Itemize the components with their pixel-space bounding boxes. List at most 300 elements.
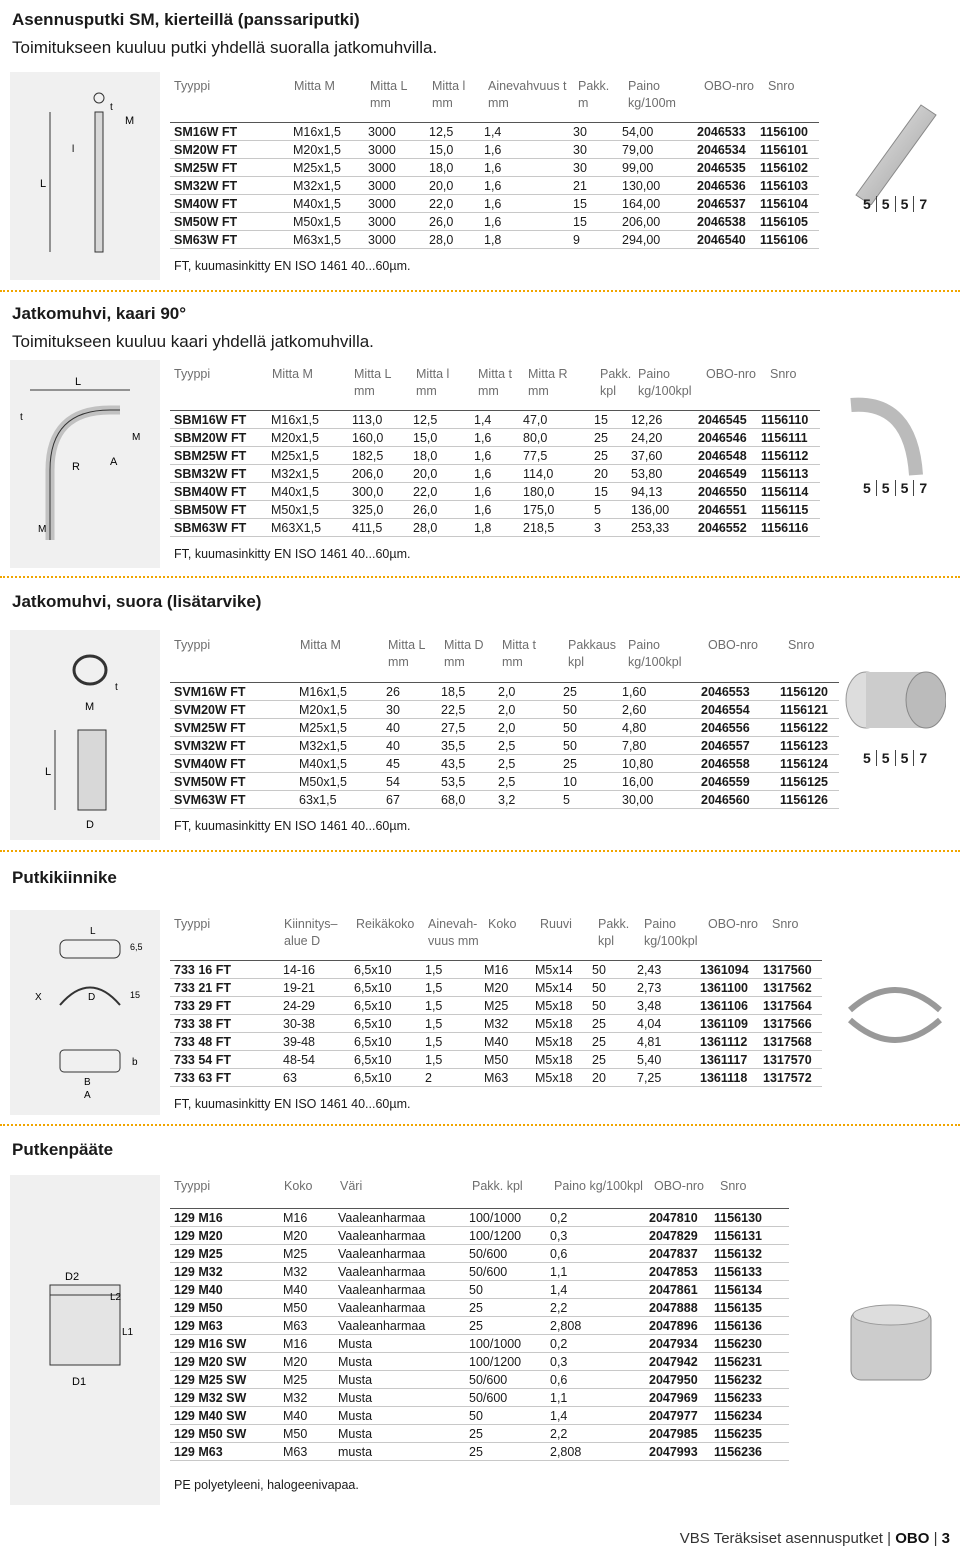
column-header-line1: Tyyppi (174, 638, 211, 652)
table-cell: SM63W FT (170, 231, 289, 249)
table-cell: 12,5 (409, 411, 470, 429)
table-cell: SBM63W FT (170, 519, 267, 537)
table-cell: 129 M40 SW (170, 1407, 279, 1425)
column-header-line2: mm (488, 96, 509, 110)
table-cell: Musta (334, 1425, 465, 1443)
table-cell: M40 (480, 1033, 531, 1051)
table-cell: 3 (590, 519, 627, 537)
table-cell: 136,00 (627, 501, 694, 519)
column-header (708, 637, 758, 654)
column-header (598, 916, 629, 950)
table-cell: 14-16 (279, 961, 350, 979)
column-header-line1: Mitta L (370, 79, 408, 93)
column-header-line2: mm (478, 384, 499, 398)
table-row (170, 683, 839, 701)
table-cell: 9 (569, 231, 618, 249)
table-cell: 1156104 (756, 195, 819, 213)
table-cell: M25x1,5 (267, 447, 348, 465)
table-cell: 1,5 (421, 1015, 480, 1033)
column-header-line1: Ainevahvuus t (488, 79, 567, 93)
table-cell: 50 (559, 737, 618, 755)
table-cell: M5x18 (531, 1033, 588, 1051)
column-header (284, 916, 338, 950)
column-header (554, 1178, 643, 1195)
table-cell: 325,0 (348, 501, 409, 519)
table-cell: 1156235 (710, 1425, 789, 1443)
column-header-line1: Paino kg/100kpl (554, 1179, 643, 1193)
table-cell: 2047829 (645, 1227, 710, 1245)
table-cell: 1317568 (759, 1033, 822, 1051)
table-row (170, 1299, 789, 1317)
svg-text:6,5: 6,5 (130, 942, 143, 952)
section-divider (0, 290, 960, 292)
table-row (170, 1425, 789, 1443)
column-header (600, 366, 631, 400)
column-header-line1: Mitta L (354, 367, 392, 381)
svg-text:M: M (132, 432, 141, 443)
svg-text:b: b (132, 1057, 138, 1068)
table-cell: 1361094 (696, 961, 759, 979)
column-header-line2: m (578, 96, 589, 110)
table-cell: 100/1200 (465, 1353, 546, 1371)
table-cell: 1,8 (480, 231, 569, 249)
table-cell: SVM20W FT (170, 701, 295, 719)
table-cell: 114,0 (519, 465, 590, 483)
table-cell: M20 (279, 1353, 334, 1371)
column-header (444, 637, 484, 671)
table-cell: 129 M63 (170, 1317, 279, 1335)
table-row (170, 701, 839, 719)
column-header (770, 366, 796, 383)
table-row (170, 519, 820, 537)
table-cell: 25 (559, 683, 618, 701)
table-cell: 2046554 (697, 701, 776, 719)
table-cell: 1156116 (757, 519, 820, 537)
table-cell: 53,5 (437, 773, 494, 791)
table-cell: 25 (590, 429, 627, 447)
table-cell: 67 (382, 791, 437, 809)
table-cell: 50 (465, 1281, 546, 1299)
table-cell: Vaaleanharmaa (334, 1263, 465, 1281)
table-cell: 35,5 (437, 737, 494, 755)
table-row (170, 1335, 789, 1353)
table-cell: 12,26 (627, 411, 694, 429)
code-digit: 7 (919, 750, 928, 766)
column-header (174, 366, 210, 383)
table-cell: 39-48 (279, 1033, 350, 1051)
table-cell: 2046548 (694, 447, 757, 465)
section-note: FT, kuumasinkitty EN ISO 1461 40...60µm. (174, 819, 411, 833)
footer-title: VBS Teräksiset asennusputket (679, 1530, 883, 1547)
table-cell: 63x1,5 (295, 791, 382, 809)
table-cell: 1156121 (776, 701, 839, 719)
table-cell: 0,3 (546, 1353, 645, 1371)
table-row (170, 1209, 789, 1227)
table-row (170, 213, 819, 231)
table-cell: M5x18 (531, 1051, 588, 1069)
table-row (170, 159, 819, 177)
table-cell: 733 54 FT (170, 1051, 279, 1069)
table-cell: 28,0 (409, 519, 470, 537)
table-cell: 6,5x10 (350, 1015, 421, 1033)
table-cell: M16x1,5 (267, 411, 348, 429)
column-header-line1: Tyyppi (174, 917, 211, 931)
table-cell: M20 (279, 1227, 334, 1245)
table-row (170, 755, 839, 773)
table-cell: 1,5 (421, 961, 480, 979)
page-footer: VBS Teräksiset asennusputket | OBO | 3 (679, 1530, 950, 1547)
table-cell: 2,5 (494, 773, 559, 791)
table-cell: 1156232 (710, 1371, 789, 1389)
section-divider (0, 850, 960, 852)
table-cell: 1,1 (546, 1263, 645, 1281)
table-row (170, 1371, 789, 1389)
table-cell: 129 M20 SW (170, 1353, 279, 1371)
column-header (428, 916, 479, 950)
table-cell: 0,2 (546, 1335, 645, 1353)
table-cell: 99,00 (618, 159, 693, 177)
table-cell: 2046540 (693, 231, 756, 249)
column-header (644, 916, 698, 950)
table-cell: 12,5 (425, 123, 480, 141)
table-cell: M5x18 (531, 997, 588, 1015)
table-cell: 2,5 (494, 737, 559, 755)
table-cell: 1,6 (470, 465, 519, 483)
table-cell: 7,25 (633, 1069, 696, 1087)
table-cell: M25 (480, 997, 531, 1015)
column-header-line1: OBO-nro (708, 638, 759, 652)
table-cell: 1,5 (421, 997, 480, 1015)
table-cell: 1156230 (710, 1335, 789, 1353)
table-cell: 15,0 (425, 141, 480, 159)
table-cell: 27,5 (437, 719, 494, 737)
table-cell: 5,40 (633, 1051, 696, 1069)
table-cell: 6,5x10 (350, 997, 421, 1015)
table-cell: 30,00 (618, 791, 697, 809)
table-cell: 1156132 (710, 1245, 789, 1263)
table-cell: 100/1200 (465, 1227, 546, 1245)
table-cell: Vaaleanharmaa (334, 1227, 465, 1245)
column-header-line1: Paino (644, 917, 676, 931)
technical-drawing (10, 72, 160, 280)
table-cell: 40 (382, 737, 437, 755)
column-header (772, 916, 798, 933)
table-row (170, 961, 822, 979)
table-cell: 294,00 (618, 231, 693, 249)
table-cell: 2047934 (645, 1335, 710, 1353)
table-cell: Vaaleanharmaa (334, 1299, 465, 1317)
table-cell: SM50W FT (170, 213, 289, 231)
table-cell: 1317562 (759, 979, 822, 997)
code-digit: 5 (858, 750, 877, 766)
table-row (170, 483, 820, 501)
table-cell: 20,0 (425, 177, 480, 195)
table-cell: 22,5 (437, 701, 494, 719)
table-row (170, 1353, 789, 1371)
table-cell: 411,5 (348, 519, 409, 537)
table-row (170, 1015, 822, 1033)
column-header (706, 366, 756, 383)
svg-text:R: R (72, 461, 80, 473)
table-cell: 19-21 (279, 979, 350, 997)
table-cell: 2,43 (633, 961, 696, 979)
table-cell: 160,0 (348, 429, 409, 447)
section-subtitle: Toimitukseen kuuluu putki yhdellä suoralla jatkomuhvilla. (12, 38, 438, 57)
table-cell: 129 M50 SW (170, 1425, 279, 1443)
table-cell: 26 (382, 683, 437, 701)
svg-text:M: M (38, 524, 47, 535)
table-cell: 2047985 (645, 1425, 710, 1443)
svg-text:L: L (90, 926, 96, 937)
svg-text:A: A (110, 456, 118, 468)
table-cell: 253,33 (627, 519, 694, 537)
table-cell: 100/1000 (465, 1209, 546, 1227)
table-cell: 1156125 (776, 773, 839, 791)
table-cell: 3,48 (633, 997, 696, 1015)
column-header-line1: Tyyppi (174, 79, 211, 93)
svg-text:L: L (75, 376, 82, 388)
table-cell: 175,0 (519, 501, 590, 519)
table-cell: Musta (334, 1335, 465, 1353)
table-cell: M20 (480, 979, 531, 997)
table-cell: 1156110 (757, 411, 820, 429)
table-cell: 50 (559, 701, 618, 719)
table-cell: 28,0 (425, 231, 480, 249)
code-digit: 7 (919, 196, 928, 212)
table-cell: 25 (559, 755, 618, 773)
table-cell: Musta (334, 1407, 465, 1425)
table-cell: 2,808 (546, 1443, 645, 1461)
table-cell: M20x1,5 (295, 701, 382, 719)
table-cell: 2047977 (645, 1407, 710, 1425)
code-digit: 5 (896, 750, 915, 766)
column-header-line1: Väri (340, 1179, 363, 1193)
table-cell: SVM16W FT (170, 683, 295, 701)
table-cell: 1,6 (480, 159, 569, 177)
technical-drawing (10, 1175, 160, 1505)
table-cell: 6,5x10 (350, 1033, 421, 1051)
table-cell: 2046551 (694, 501, 757, 519)
column-header-line2: vuus mm (428, 934, 479, 948)
column-header (370, 78, 408, 112)
section-divider (0, 1124, 960, 1126)
table-cell: 1,8 (470, 519, 519, 537)
table-cell: 25 (465, 1443, 546, 1461)
column-header-line1: Mitta l (432, 79, 466, 93)
table-cell: 30 (569, 123, 618, 141)
table-row (170, 429, 820, 447)
table-cell: SM25W FT (170, 159, 289, 177)
column-header-line2: mm (528, 384, 549, 398)
technical-drawing (10, 360, 160, 568)
table-cell: 26,0 (425, 213, 480, 231)
section-note: FT, kuumasinkitty EN ISO 1461 40...60µm. (174, 259, 411, 273)
table-cell: 733 48 FT (170, 1033, 279, 1051)
column-header-line2: mm (444, 655, 465, 669)
table-cell: 2046550 (694, 483, 757, 501)
column-header-line2: mm (432, 96, 453, 110)
svg-text:15: 15 (130, 990, 141, 1000)
code-digit: 5 (877, 196, 896, 212)
table-cell: 24,20 (627, 429, 694, 447)
table-cell: 129 M32 SW (170, 1389, 279, 1407)
table-row (170, 773, 839, 791)
table-cell: 2047993 (645, 1443, 710, 1461)
table-cell: 1156122 (776, 719, 839, 737)
table-cell: M20x1,5 (267, 429, 348, 447)
column-header-line1: Snro (768, 79, 795, 93)
column-header-line1: Paino (638, 367, 670, 381)
svg-text:D1: D1 (72, 1376, 87, 1388)
table-cell: 2046560 (697, 791, 776, 809)
table-cell: SBM25W FT (170, 447, 267, 465)
table-cell: 129 M16 SW (170, 1335, 279, 1353)
product-table (170, 960, 822, 1087)
column-header-line2: mm (388, 655, 409, 669)
column-header-line1: Koko (284, 1179, 313, 1193)
table-cell: 1317566 (759, 1015, 822, 1033)
table-cell: 1,6 (480, 177, 569, 195)
table-cell: M63 (279, 1317, 334, 1335)
svg-text:l: l (72, 144, 75, 155)
table-row (170, 1069, 822, 1087)
column-header (388, 637, 426, 671)
column-header-line2: kg/100kpl (628, 655, 682, 669)
table-cell: 2047837 (645, 1245, 710, 1263)
table-cell: M25x1,5 (289, 159, 364, 177)
technical-drawing (10, 630, 160, 840)
svg-text:A: A (84, 1090, 91, 1101)
svg-text:t: t (20, 412, 23, 423)
table-row (170, 501, 820, 519)
table-cell: M50 (279, 1425, 334, 1443)
table-cell: 1,6 (480, 141, 569, 159)
column-header (578, 78, 609, 112)
column-header (294, 78, 335, 95)
table-cell: M25 (279, 1371, 334, 1389)
table-cell: 15 (590, 483, 627, 501)
column-header-line1: Mitta L (388, 638, 426, 652)
table-cell: 54 (382, 773, 437, 791)
table-cell: 182,5 (348, 447, 409, 465)
table-cell: 77,5 (519, 447, 590, 465)
product-photo (836, 1300, 946, 1395)
table-cell: Musta (334, 1353, 465, 1371)
table-cell: 206,0 (348, 465, 409, 483)
table-cell: 3000 (364, 231, 425, 249)
product-table (170, 1208, 789, 1461)
column-header-line1: Koko (488, 917, 517, 931)
table-cell: 1,5 (421, 979, 480, 997)
table-cell: 6,5x10 (350, 1051, 421, 1069)
table-cell: 25 (588, 1051, 633, 1069)
table-cell: SVM63W FT (170, 791, 295, 809)
table-cell: 1,6 (480, 213, 569, 231)
column-header-line1: OBO-nro (708, 917, 759, 931)
column-header-line1: Snro (770, 367, 797, 381)
column-header-line1: OBO-nro (706, 367, 757, 381)
table-cell: M63 (480, 1069, 531, 1087)
column-header (478, 366, 512, 400)
table-cell: 50 (588, 979, 633, 997)
table-cell: 80,0 (519, 429, 590, 447)
table-cell: 50/600 (465, 1371, 546, 1389)
column-header-line2: mm (354, 384, 375, 398)
table-cell: 50 (465, 1407, 546, 1425)
table-cell: M32 (279, 1263, 334, 1281)
table-row (170, 465, 820, 483)
table-cell: 1361112 (696, 1033, 759, 1051)
column-header-line1: Pakk. (578, 79, 610, 93)
table-cell: SBM40W FT (170, 483, 267, 501)
table-cell: SBM16W FT (170, 411, 267, 429)
table-cell: 0,2 (546, 1209, 645, 1227)
svg-text:D2: D2 (65, 1271, 80, 1283)
column-header (628, 637, 682, 671)
column-header-line1: Ruuvi (540, 917, 572, 931)
table-cell: 48-54 (279, 1051, 350, 1069)
table-row (170, 719, 839, 737)
table-cell: 50/600 (465, 1263, 546, 1281)
table-row (170, 195, 819, 213)
table-cell: 164,00 (618, 195, 693, 213)
table-cell: 1156234 (710, 1407, 789, 1425)
table-cell: 16,00 (618, 773, 697, 791)
table-cell: 2046537 (693, 195, 756, 213)
table-cell: 43,5 (437, 755, 494, 773)
table-cell: 1,5 (421, 1051, 480, 1069)
product-photo (836, 660, 946, 785)
table-row (170, 1245, 789, 1263)
table-cell: M20x1,5 (289, 141, 364, 159)
table-cell: SM32W FT (170, 177, 289, 195)
table-row (170, 1443, 789, 1461)
table-cell: M32x1,5 (267, 465, 348, 483)
table-cell: Vaaleanharmaa (334, 1281, 465, 1299)
table-cell: 1,6 (480, 195, 569, 213)
table-cell: 2046552 (694, 519, 757, 537)
table-cell: 3000 (364, 195, 425, 213)
table-cell: Vaaleanharmaa (334, 1317, 465, 1335)
column-header-line1: Ainevah- (428, 917, 478, 931)
footer-brand: OBO (895, 1530, 930, 1547)
table-cell: M5x14 (531, 979, 588, 997)
table-cell: 1156123 (776, 737, 839, 755)
table-cell: 1156115 (757, 501, 820, 519)
table-cell: 1156131 (710, 1227, 789, 1245)
table-cell: 47,0 (519, 411, 590, 429)
table-cell: 15 (569, 213, 618, 231)
svg-text:t: t (110, 102, 113, 113)
table-cell: 733 38 FT (170, 1015, 279, 1033)
table-cell: 5 (590, 501, 627, 519)
table-cell: 20,0 (409, 465, 470, 483)
table-cell: SVM32W FT (170, 737, 295, 755)
table-cell: 1,4 (546, 1281, 645, 1299)
section-note: FT, kuumasinkitty EN ISO 1461 40...60µm. (174, 1097, 411, 1111)
table-cell: 1156102 (756, 159, 819, 177)
table-cell: M25 (279, 1245, 334, 1263)
table-cell: 20 (590, 465, 627, 483)
section-subtitle: Toimitukseen kuuluu kaari yhdellä jatkomuhvilla. (12, 332, 374, 351)
table-cell: 25 (465, 1299, 546, 1317)
table-cell: 3000 (364, 123, 425, 141)
table-cell: M50x1,5 (289, 213, 364, 231)
table-cell: 68,0 (437, 791, 494, 809)
column-header (708, 916, 758, 933)
table-cell: 1156114 (757, 483, 820, 501)
table-cell: M32 (480, 1015, 531, 1033)
